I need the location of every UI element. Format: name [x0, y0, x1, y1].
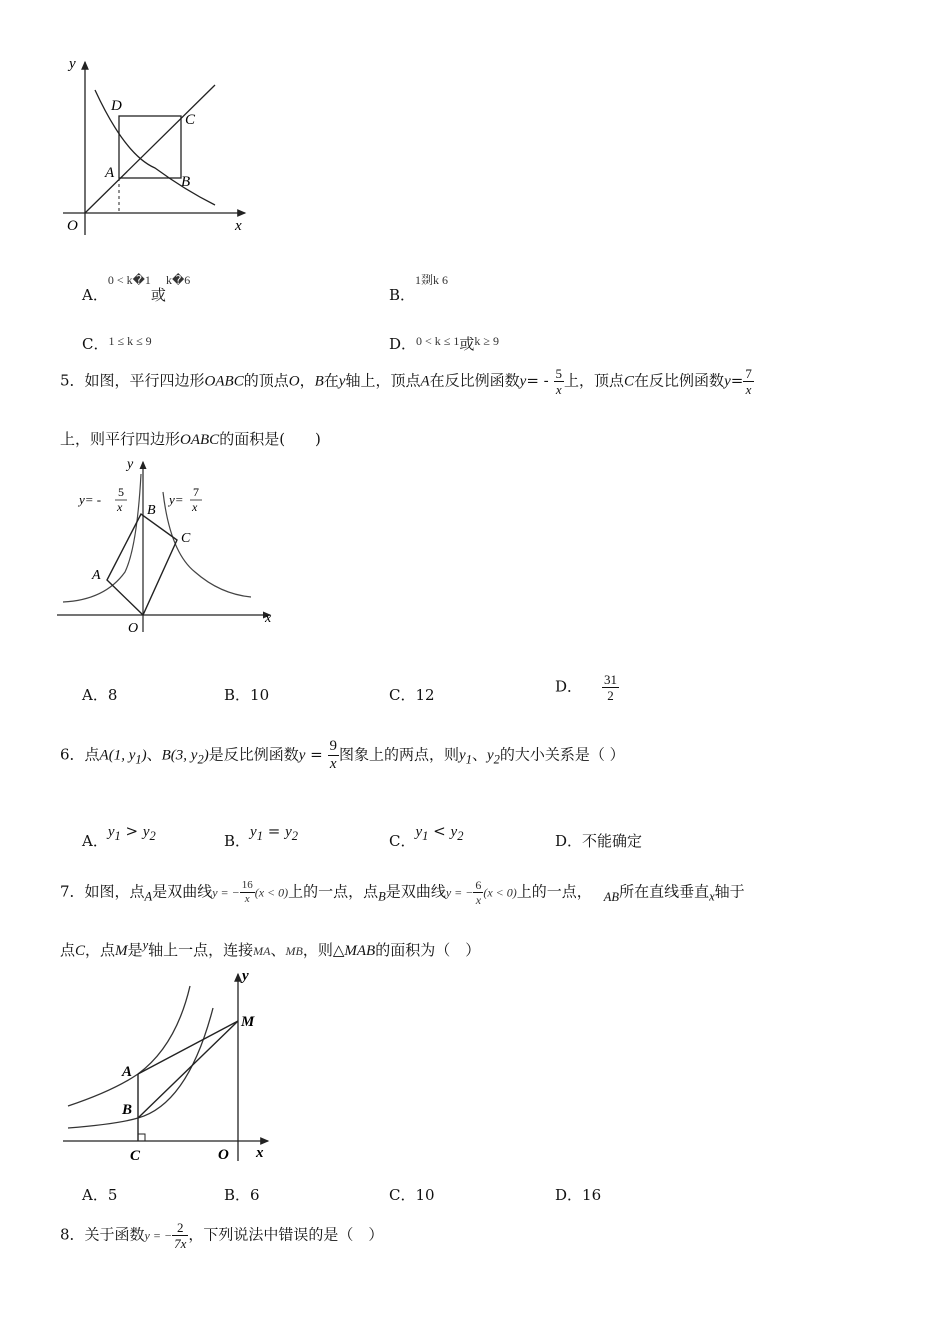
text: 图象上的两点，则 — [339, 745, 460, 764]
y-axis-label: y — [242, 968, 249, 984]
fraction-6-over-x — [473, 878, 483, 907]
text: 轴上一点，连接 — [148, 941, 254, 959]
subscript: 1 — [114, 829, 121, 843]
math: y — [107, 824, 115, 840]
option-label: D． — [555, 677, 583, 696]
text: 轴于 — [714, 882, 745, 901]
q4-option-a[interactable] — [82, 268, 191, 304]
option-value: 不能确定 — [582, 832, 643, 850]
option-value: 16 — [582, 1186, 602, 1204]
text: y — [142, 938, 149, 952]
math: = — [262, 822, 286, 840]
text: 在反比例函数 — [429, 371, 520, 390]
fraction-7-over-x — [743, 366, 754, 397]
math: (x < 0) — [483, 885, 517, 900]
text: 是双曲线 — [152, 882, 213, 901]
fraction-31-over-2 — [602, 672, 619, 703]
eq2-den: x — [192, 500, 198, 514]
numerator: 9 — [329, 738, 338, 754]
point-b-label: B — [147, 503, 156, 518]
option-label: D． — [389, 335, 417, 353]
text: 的面积为（ ） — [375, 941, 481, 959]
option-math: 0 < k�1 — [107, 273, 151, 287]
denominator: x — [555, 382, 562, 397]
option-label: C． — [389, 832, 416, 850]
x-axis-label: x — [256, 1145, 264, 1161]
text: B — [378, 889, 386, 904]
option-label: A． — [82, 286, 108, 304]
option-math: 0 < k ≤ 1 — [416, 334, 460, 348]
text: = - — [526, 371, 549, 390]
q7-question-line1 — [60, 878, 745, 907]
text: ) — [203, 747, 209, 764]
text: B — [314, 373, 324, 390]
q4-option-c[interactable] — [82, 329, 152, 353]
denominator: x — [475, 893, 482, 907]
denominator: x — [329, 756, 337, 772]
text: y — [338, 373, 346, 390]
numerator: 31 — [604, 672, 618, 687]
q4-figure — [55, 50, 265, 240]
text: ， — [299, 371, 315, 390]
numerator: 6 — [475, 878, 482, 892]
numerator: 7 — [745, 366, 752, 381]
q7-figure — [58, 966, 278, 1166]
numerator: 16 — [241, 879, 253, 891]
option-or: 或 — [459, 335, 475, 353]
text: 轴上，顶点 — [345, 371, 421, 390]
option-or: 或 — [150, 286, 166, 304]
q5-option-c[interactable] — [389, 684, 435, 705]
text: 点 — [60, 941, 76, 959]
point-a-label: A — [105, 165, 115, 181]
text: y — [459, 747, 466, 764]
denominator: x — [244, 893, 250, 905]
q5-figure — [55, 452, 285, 642]
fraction-9-over-x — [328, 738, 340, 773]
point-m-label: M — [241, 1014, 255, 1030]
text: y — [724, 373, 731, 390]
q5-question-line2 — [60, 428, 321, 449]
text: 的大小关系是（ ） — [499, 745, 625, 764]
origin-label: O — [67, 218, 78, 234]
subscript: 1 — [465, 752, 472, 767]
subscript: 2 — [493, 752, 500, 767]
x-axis-label: x — [235, 218, 242, 234]
x-axis-label: x — [265, 611, 272, 626]
math: y — [250, 824, 257, 840]
text: x — [709, 889, 715, 904]
q6-option-c[interactable] — [389, 820, 464, 850]
math: MB — [285, 944, 303, 958]
denominator: 7x — [174, 1236, 187, 1251]
point-a: A(1, y — [99, 747, 136, 764]
point-c-label: C — [130, 1148, 141, 1164]
eq2-num: 7 — [193, 485, 199, 499]
q5-option-a[interactable] — [82, 684, 117, 705]
fraction-2-over-7x — [172, 1220, 188, 1251]
option-label: B． — [224, 1186, 251, 1204]
q7-option-d[interactable] — [555, 1184, 601, 1205]
option-label: A． — [82, 686, 108, 704]
text: 是反比例函数 — [208, 745, 299, 764]
option-label: A． — [82, 1186, 108, 1204]
text: 是双曲线 — [385, 882, 446, 901]
math: MA — [253, 944, 271, 958]
math: y — [285, 824, 292, 840]
q5-question-line1 — [60, 366, 754, 397]
math: < — [428, 822, 451, 840]
option-value: 6 — [250, 1186, 260, 1204]
subscript: 2 — [149, 829, 156, 843]
subscript: 1 — [256, 829, 263, 843]
text: 在反比例函数 — [634, 371, 725, 390]
text: 的面积是( ) — [219, 430, 321, 448]
q7-option-c[interactable] — [389, 1184, 435, 1205]
segment-ma — [138, 1021, 238, 1074]
q8-question — [60, 1220, 383, 1251]
math: > — [120, 822, 143, 840]
denominator: 2 — [607, 688, 614, 703]
q5-option-d[interactable] — [555, 672, 619, 703]
numerator: 2 — [172, 1220, 188, 1236]
text: 8．关于函数 — [60, 1225, 145, 1244]
option-value: 5 — [107, 1186, 118, 1204]
text: y — [486, 747, 494, 764]
text: 、 — [270, 941, 286, 959]
denominator: x — [745, 382, 752, 397]
numerator: 5 — [555, 366, 563, 381]
hyperbola-outer — [68, 986, 190, 1106]
subscript: 2 — [291, 829, 298, 843]
parallelogram-oabc — [107, 514, 177, 615]
point-c-label: C — [181, 531, 191, 546]
q7-question-line2 — [60, 938, 480, 960]
math: y — [142, 824, 150, 840]
option-value: 10 — [250, 686, 270, 704]
text: 5．如图，平行四边形 — [60, 371, 205, 390]
math: y = − — [445, 885, 474, 900]
y-axis-label: y — [127, 457, 134, 472]
text: 上的一点， — [516, 882, 592, 901]
option-math: k�6 — [165, 273, 191, 287]
option-label: C． — [389, 686, 416, 704]
math: y = − — [144, 1228, 173, 1243]
text: 上，顶点 — [564, 371, 625, 390]
text: 在 — [323, 371, 339, 390]
point-b: B(3, y — [161, 747, 198, 764]
text: 7．如图，点 — [60, 882, 145, 901]
text: OABC — [204, 373, 244, 390]
point-b-label: B — [181, 174, 191, 190]
q6-question — [60, 738, 625, 773]
text: ，点 — [85, 941, 116, 959]
eq1-num: 5 — [118, 485, 124, 499]
q6-option-a[interactable] — [82, 820, 156, 850]
text: ，则 — [302, 941, 333, 959]
option-value: 10 — [415, 1186, 435, 1204]
fraction-5-over-x — [554, 366, 565, 397]
q4-option-d[interactable] — [389, 329, 499, 353]
option-value: 12 — [415, 686, 435, 704]
text: 所在直线垂直 — [619, 882, 710, 901]
text: = — [730, 371, 744, 390]
point-b-label: B — [122, 1102, 133, 1118]
segment-mb — [138, 1021, 238, 1118]
text: C — [75, 943, 86, 959]
text: C — [624, 373, 635, 390]
subscript: 2 — [457, 829, 464, 843]
option-label: C． — [389, 1186, 416, 1204]
option-label: B． — [224, 686, 251, 704]
q6-option-d[interactable] — [555, 830, 642, 851]
q6-option-b[interactable] — [224, 820, 298, 850]
subscript: 2 — [197, 752, 204, 767]
option-label: C． — [82, 335, 109, 353]
math: y — [415, 824, 423, 840]
text: ) — [141, 747, 147, 764]
text: y — [298, 747, 306, 764]
option-label: B． — [224, 832, 251, 850]
right-angle-mark — [138, 1134, 145, 1141]
option-math: 1剟k 6 — [415, 273, 449, 287]
text: y — [519, 373, 527, 390]
eq1-den: x — [117, 500, 123, 514]
option-label: A． — [82, 832, 108, 850]
option-value: 8 — [107, 686, 118, 704]
fraction-16-over-x — [240, 879, 255, 906]
y-axis-label: y — [69, 56, 76, 72]
subscript: 1 — [422, 829, 429, 843]
option-math: 1 ≤ k ≤ 9 — [108, 334, 152, 348]
option-label: D． — [555, 832, 583, 850]
hyperbola-right — [163, 492, 251, 597]
text: 是 — [127, 941, 143, 959]
q7-option-a[interactable] — [82, 1184, 117, 1205]
option-math: k ≥ 9 — [474, 334, 499, 348]
origin-label: O — [218, 1147, 229, 1163]
option-label: B． — [389, 286, 416, 304]
origin-label: O — [128, 621, 139, 636]
text: A — [420, 373, 430, 390]
math: (x < 0) — [254, 885, 289, 900]
eq2-y: y= — [169, 492, 184, 507]
q5-option-b[interactable] — [224, 684, 269, 705]
text: AB — [603, 889, 620, 904]
q4-option-b[interactable] — [389, 268, 449, 304]
text: 、 — [471, 745, 487, 764]
eq1-y: y= - — [79, 492, 102, 507]
text: ，下列说法中错误的是（ ） — [188, 1225, 384, 1244]
text: 上的一点，点 — [288, 882, 379, 901]
point-a-label: A — [92, 568, 101, 583]
option-label: D． — [555, 1186, 583, 1204]
text: 的顶点 — [243, 371, 289, 390]
text: M — [115, 943, 128, 959]
point-a-label: A — [122, 1064, 133, 1080]
q7-option-b[interactable] — [224, 1184, 260, 1205]
text: A — [144, 889, 153, 904]
point-c-label: C — [185, 112, 196, 128]
text: 、 — [146, 745, 162, 764]
text: = — [305, 745, 328, 764]
subscript: 1 — [135, 752, 142, 767]
math: y — [450, 824, 458, 840]
math: △MAB — [332, 943, 376, 959]
point-d-label: D — [111, 98, 122, 114]
math: y = − — [212, 885, 240, 900]
text: 上，则平行四边形 — [60, 430, 181, 448]
text: OABC — [180, 432, 220, 448]
text: 6．点 — [60, 745, 100, 764]
text: O — [288, 373, 300, 390]
hyperbola-inner — [68, 1008, 213, 1128]
